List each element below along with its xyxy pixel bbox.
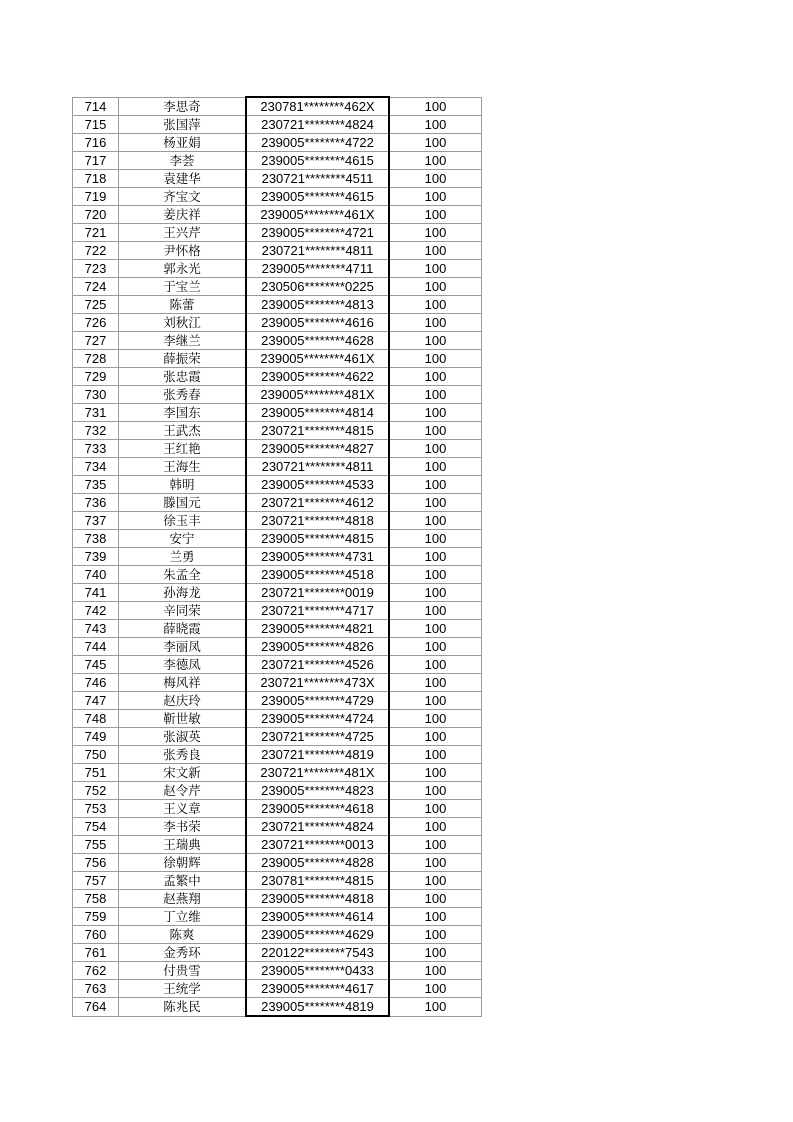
table-row bbox=[73, 188, 482, 206]
row-number-cell: 757 bbox=[73, 872, 119, 890]
id-number-cell: 239005********4616 bbox=[246, 314, 389, 332]
row-number-cell: 722 bbox=[73, 242, 119, 260]
score-cell: 100 bbox=[389, 512, 482, 530]
row-number-cell: 721 bbox=[73, 224, 119, 242]
row-number-cell: 764 bbox=[73, 998, 119, 1017]
table-row bbox=[73, 962, 482, 980]
score-cell: 100 bbox=[389, 152, 482, 170]
id-number-cell: 239005********4622 bbox=[246, 368, 389, 386]
name-cell: 尹怀格 bbox=[119, 242, 247, 260]
row-number-cell: 726 bbox=[73, 314, 119, 332]
score-cell: 100 bbox=[389, 116, 482, 134]
id-number-cell: 239005********4731 bbox=[246, 548, 389, 566]
score-cell: 100 bbox=[389, 458, 482, 476]
name-cell: 张秀良 bbox=[119, 746, 247, 764]
row-number-cell: 746 bbox=[73, 674, 119, 692]
score-cell: 100 bbox=[389, 800, 482, 818]
table-row bbox=[73, 260, 482, 278]
score-cell: 100 bbox=[389, 584, 482, 602]
table-row bbox=[73, 782, 482, 800]
id-number-cell: 230721********0019 bbox=[246, 584, 389, 602]
score-cell: 100 bbox=[389, 440, 482, 458]
id-number-cell: 230721********4725 bbox=[246, 728, 389, 746]
table-row bbox=[73, 764, 482, 782]
score-cell: 100 bbox=[389, 944, 482, 962]
row-number-cell: 727 bbox=[73, 332, 119, 350]
name-cell: 兰勇 bbox=[119, 548, 247, 566]
table-row bbox=[73, 566, 482, 584]
id-number-cell: 239005********4722 bbox=[246, 134, 389, 152]
row-number-cell: 724 bbox=[73, 278, 119, 296]
row-number-cell: 720 bbox=[73, 206, 119, 224]
row-number-cell: 755 bbox=[73, 836, 119, 854]
name-cell: 于宝兰 bbox=[119, 278, 247, 296]
table-row bbox=[73, 476, 482, 494]
row-number-cell: 759 bbox=[73, 908, 119, 926]
id-number-cell: 230721********4811 bbox=[246, 242, 389, 260]
score-cell: 100 bbox=[389, 908, 482, 926]
table-row bbox=[73, 944, 482, 962]
name-cell: 朱孟全 bbox=[119, 566, 247, 584]
table-row bbox=[73, 872, 482, 890]
score-cell: 100 bbox=[389, 314, 482, 332]
row-number-cell: 718 bbox=[73, 170, 119, 188]
id-number-cell: 230721********4511 bbox=[246, 170, 389, 188]
table-row bbox=[73, 746, 482, 764]
score-cell: 100 bbox=[389, 386, 482, 404]
score-cell: 100 bbox=[389, 980, 482, 998]
score-cell: 100 bbox=[389, 206, 482, 224]
score-cell: 100 bbox=[389, 296, 482, 314]
table-row bbox=[73, 332, 482, 350]
name-cell: 李思奇 bbox=[119, 97, 247, 116]
name-cell: 徐朝辉 bbox=[119, 854, 247, 872]
table-row bbox=[73, 278, 482, 296]
row-number-cell: 735 bbox=[73, 476, 119, 494]
id-number-cell: 239005********4711 bbox=[246, 260, 389, 278]
row-number-cell: 732 bbox=[73, 422, 119, 440]
row-number-cell: 737 bbox=[73, 512, 119, 530]
score-cell: 100 bbox=[389, 728, 482, 746]
score-cell: 100 bbox=[389, 350, 482, 368]
name-cell: 齐宝文 bbox=[119, 188, 247, 206]
row-number-cell: 747 bbox=[73, 692, 119, 710]
id-number-cell: 239005********4724 bbox=[246, 710, 389, 728]
row-number-cell: 754 bbox=[73, 818, 119, 836]
score-cell: 100 bbox=[389, 134, 482, 152]
name-cell: 郭永光 bbox=[119, 260, 247, 278]
row-number-cell: 734 bbox=[73, 458, 119, 476]
id-number-cell: 239005********4819 bbox=[246, 998, 389, 1017]
id-number-cell: 220122********7543 bbox=[246, 944, 389, 962]
table-row bbox=[73, 638, 482, 656]
table-row bbox=[73, 512, 482, 530]
id-number-cell: 230721********473X bbox=[246, 674, 389, 692]
row-number-cell: 743 bbox=[73, 620, 119, 638]
id-number-cell: 239005********4813 bbox=[246, 296, 389, 314]
id-number-cell: 230721********4612 bbox=[246, 494, 389, 512]
row-number-cell: 742 bbox=[73, 602, 119, 620]
name-cell: 张淑英 bbox=[119, 728, 247, 746]
score-cell: 100 bbox=[389, 278, 482, 296]
name-cell: 王瑞典 bbox=[119, 836, 247, 854]
row-number-cell: 729 bbox=[73, 368, 119, 386]
row-number-cell: 740 bbox=[73, 566, 119, 584]
table-row bbox=[73, 890, 482, 908]
row-number-cell: 738 bbox=[73, 530, 119, 548]
table-row bbox=[73, 998, 482, 1017]
score-cell: 100 bbox=[389, 656, 482, 674]
row-number-cell: 760 bbox=[73, 926, 119, 944]
id-number-cell: 230721********4824 bbox=[246, 116, 389, 134]
score-cell: 100 bbox=[389, 476, 482, 494]
row-number-cell: 763 bbox=[73, 980, 119, 998]
name-cell: 赵燕翔 bbox=[119, 890, 247, 908]
id-number-cell: 239005********4828 bbox=[246, 854, 389, 872]
table-row bbox=[73, 422, 482, 440]
score-cell: 100 bbox=[389, 872, 482, 890]
table-row bbox=[73, 368, 482, 386]
score-cell: 100 bbox=[389, 764, 482, 782]
table-row bbox=[73, 620, 482, 638]
table-row bbox=[73, 440, 482, 458]
score-cell: 100 bbox=[389, 422, 482, 440]
table-row bbox=[73, 116, 482, 134]
id-number-cell: 239005********4729 bbox=[246, 692, 389, 710]
score-cell: 100 bbox=[389, 818, 482, 836]
id-number-cell: 230721********4819 bbox=[246, 746, 389, 764]
name-cell: 孟繁中 bbox=[119, 872, 247, 890]
row-number-cell: 741 bbox=[73, 584, 119, 602]
name-cell: 付贵雪 bbox=[119, 962, 247, 980]
table-row bbox=[73, 836, 482, 854]
score-cell: 100 bbox=[389, 368, 482, 386]
score-cell: 100 bbox=[389, 926, 482, 944]
score-cell: 100 bbox=[389, 188, 482, 206]
id-number-cell: 230781********4815 bbox=[246, 872, 389, 890]
id-number-cell: 239005********4533 bbox=[246, 476, 389, 494]
table-row bbox=[73, 818, 482, 836]
name-cell: 赵令芹 bbox=[119, 782, 247, 800]
id-number-cell: 239005********481X bbox=[246, 386, 389, 404]
name-cell: 辛同荣 bbox=[119, 602, 247, 620]
name-cell: 姜庆祥 bbox=[119, 206, 247, 224]
row-number-cell: 756 bbox=[73, 854, 119, 872]
name-cell: 李继兰 bbox=[119, 332, 247, 350]
name-cell: 陈蕾 bbox=[119, 296, 247, 314]
id-number-cell: 239005********4628 bbox=[246, 332, 389, 350]
name-cell: 靳世敏 bbox=[119, 710, 247, 728]
score-cell: 100 bbox=[389, 566, 482, 584]
score-cell: 100 bbox=[389, 746, 482, 764]
score-cell: 100 bbox=[389, 674, 482, 692]
name-cell: 王海生 bbox=[119, 458, 247, 476]
row-number-cell: 753 bbox=[73, 800, 119, 818]
score-cell: 100 bbox=[389, 548, 482, 566]
id-number-cell: 239005********4518 bbox=[246, 566, 389, 584]
score-cell: 100 bbox=[389, 692, 482, 710]
row-number-cell: 731 bbox=[73, 404, 119, 422]
name-cell: 陈爽 bbox=[119, 926, 247, 944]
row-number-cell: 736 bbox=[73, 494, 119, 512]
id-number-cell: 239005********4814 bbox=[246, 404, 389, 422]
id-number-cell: 230721********4824 bbox=[246, 818, 389, 836]
table-row bbox=[73, 206, 482, 224]
table-row bbox=[73, 242, 482, 260]
score-cell: 100 bbox=[389, 998, 482, 1017]
name-cell: 李国东 bbox=[119, 404, 247, 422]
score-cell: 100 bbox=[389, 530, 482, 548]
score-cell: 100 bbox=[389, 854, 482, 872]
row-number-cell: 733 bbox=[73, 440, 119, 458]
score-cell: 100 bbox=[389, 602, 482, 620]
name-cell: 薛振荣 bbox=[119, 350, 247, 368]
row-number-cell: 762 bbox=[73, 962, 119, 980]
name-cell: 袁建华 bbox=[119, 170, 247, 188]
name-cell: 杨亚娟 bbox=[119, 134, 247, 152]
row-number-cell: 751 bbox=[73, 764, 119, 782]
name-cell: 王义章 bbox=[119, 800, 247, 818]
table-row bbox=[73, 854, 482, 872]
name-cell: 金秀环 bbox=[119, 944, 247, 962]
name-cell: 张忠霞 bbox=[119, 368, 247, 386]
name-cell: 王兴芹 bbox=[119, 224, 247, 242]
name-cell: 滕国元 bbox=[119, 494, 247, 512]
roster-table bbox=[72, 96, 482, 1017]
id-number-cell: 239005********4615 bbox=[246, 152, 389, 170]
name-cell: 张国萍 bbox=[119, 116, 247, 134]
name-cell: 张秀春 bbox=[119, 386, 247, 404]
row-number-cell: 717 bbox=[73, 152, 119, 170]
name-cell: 王红艳 bbox=[119, 440, 247, 458]
score-cell: 100 bbox=[389, 494, 482, 512]
table-row bbox=[73, 386, 482, 404]
row-number-cell: 714 bbox=[73, 97, 119, 116]
row-number-cell: 728 bbox=[73, 350, 119, 368]
table-row bbox=[73, 710, 482, 728]
id-number-cell: 239005********4827 bbox=[246, 440, 389, 458]
table-row bbox=[73, 728, 482, 746]
row-number-cell: 719 bbox=[73, 188, 119, 206]
table-row bbox=[73, 656, 482, 674]
id-number-cell: 239005********4618 bbox=[246, 800, 389, 818]
name-cell: 梅风祥 bbox=[119, 674, 247, 692]
id-number-cell: 239005********0433 bbox=[246, 962, 389, 980]
score-cell: 100 bbox=[389, 962, 482, 980]
table-row bbox=[73, 97, 482, 116]
id-number-cell: 230721********0013 bbox=[246, 836, 389, 854]
row-number-cell: 716 bbox=[73, 134, 119, 152]
row-number-cell: 748 bbox=[73, 710, 119, 728]
id-number-cell: 239005********4823 bbox=[246, 782, 389, 800]
id-number-cell: 230721********4815 bbox=[246, 422, 389, 440]
table-row bbox=[73, 548, 482, 566]
table-row bbox=[73, 458, 482, 476]
table-row bbox=[73, 584, 482, 602]
id-number-cell: 239005********4614 bbox=[246, 908, 389, 926]
table-row bbox=[73, 926, 482, 944]
score-cell: 100 bbox=[389, 404, 482, 422]
score-cell: 100 bbox=[389, 242, 482, 260]
name-cell: 王统学 bbox=[119, 980, 247, 998]
id-number-cell: 239005********461X bbox=[246, 350, 389, 368]
score-cell: 100 bbox=[389, 332, 482, 350]
score-cell: 100 bbox=[389, 890, 482, 908]
score-cell: 100 bbox=[389, 170, 482, 188]
id-number-cell: 230721********4811 bbox=[246, 458, 389, 476]
name-cell: 陈兆民 bbox=[119, 998, 247, 1017]
row-number-cell: 750 bbox=[73, 746, 119, 764]
id-number-cell: 239005********4617 bbox=[246, 980, 389, 998]
name-cell: 李丽凤 bbox=[119, 638, 247, 656]
id-number-cell: 230721********4818 bbox=[246, 512, 389, 530]
table-row bbox=[73, 152, 482, 170]
name-cell: 李德凤 bbox=[119, 656, 247, 674]
row-number-cell: 730 bbox=[73, 386, 119, 404]
id-number-cell: 230506********0225 bbox=[246, 278, 389, 296]
table-row bbox=[73, 404, 482, 422]
score-cell: 100 bbox=[389, 836, 482, 854]
table-row bbox=[73, 350, 482, 368]
id-number-cell: 239005********4826 bbox=[246, 638, 389, 656]
score-cell: 100 bbox=[389, 782, 482, 800]
row-number-cell: 745 bbox=[73, 656, 119, 674]
id-number-cell: 230721********4526 bbox=[246, 656, 389, 674]
id-number-cell: 239005********461X bbox=[246, 206, 389, 224]
name-cell: 宋文新 bbox=[119, 764, 247, 782]
row-number-cell: 749 bbox=[73, 728, 119, 746]
table-row bbox=[73, 296, 482, 314]
table-row bbox=[73, 170, 482, 188]
table-row bbox=[73, 530, 482, 548]
score-cell: 100 bbox=[389, 224, 482, 242]
table-row bbox=[73, 674, 482, 692]
name-cell: 李书荣 bbox=[119, 818, 247, 836]
table-row bbox=[73, 134, 482, 152]
name-cell: 孙海龙 bbox=[119, 584, 247, 602]
id-number-cell: 230781********462X bbox=[246, 97, 389, 116]
id-number-cell: 239005********4629 bbox=[246, 926, 389, 944]
id-number-cell: 239005********4821 bbox=[246, 620, 389, 638]
table-row bbox=[73, 908, 482, 926]
table-row bbox=[73, 494, 482, 512]
table-row bbox=[73, 692, 482, 710]
row-number-cell: 723 bbox=[73, 260, 119, 278]
score-cell: 100 bbox=[389, 638, 482, 656]
row-number-cell: 715 bbox=[73, 116, 119, 134]
name-cell: 赵庆玲 bbox=[119, 692, 247, 710]
id-number-cell: 239005********4818 bbox=[246, 890, 389, 908]
id-number-cell: 230721********4717 bbox=[246, 602, 389, 620]
name-cell: 薛晓霞 bbox=[119, 620, 247, 638]
roster-table-body bbox=[73, 97, 482, 1016]
name-cell: 徐玉丰 bbox=[119, 512, 247, 530]
row-number-cell: 752 bbox=[73, 782, 119, 800]
score-cell: 100 bbox=[389, 710, 482, 728]
table-row bbox=[73, 980, 482, 998]
table-row bbox=[73, 224, 482, 242]
id-number-cell: 239005********4721 bbox=[246, 224, 389, 242]
row-number-cell: 739 bbox=[73, 548, 119, 566]
score-cell: 100 bbox=[389, 97, 482, 116]
id-number-cell: 230721********481X bbox=[246, 764, 389, 782]
name-cell: 王武杰 bbox=[119, 422, 247, 440]
row-number-cell: 761 bbox=[73, 944, 119, 962]
score-cell: 100 bbox=[389, 620, 482, 638]
row-number-cell: 725 bbox=[73, 296, 119, 314]
id-number-cell: 239005********4815 bbox=[246, 530, 389, 548]
name-cell: 李荟 bbox=[119, 152, 247, 170]
name-cell: 丁立维 bbox=[119, 908, 247, 926]
table-row bbox=[73, 800, 482, 818]
score-cell: 100 bbox=[389, 260, 482, 278]
row-number-cell: 744 bbox=[73, 638, 119, 656]
name-cell: 安宁 bbox=[119, 530, 247, 548]
table-row bbox=[73, 314, 482, 332]
name-cell: 刘秋江 bbox=[119, 314, 247, 332]
row-number-cell: 758 bbox=[73, 890, 119, 908]
id-number-cell: 239005********4615 bbox=[246, 188, 389, 206]
table-row bbox=[73, 602, 482, 620]
name-cell: 韩明 bbox=[119, 476, 247, 494]
